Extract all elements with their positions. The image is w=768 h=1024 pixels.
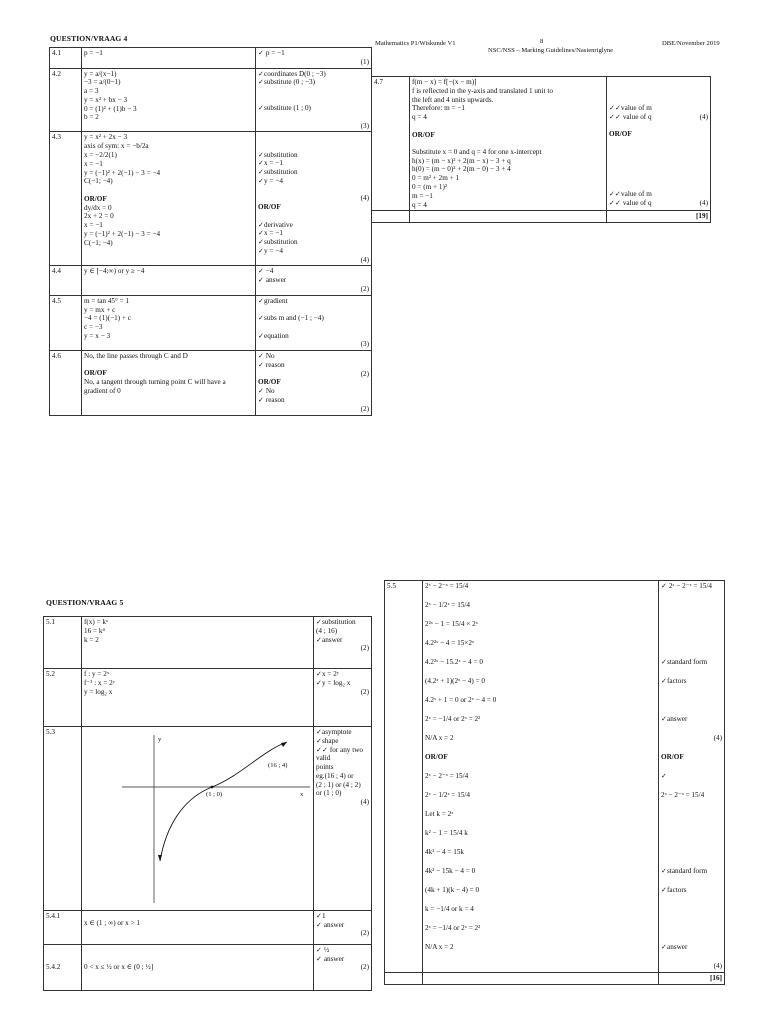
mark-item: ✓answer	[661, 715, 688, 723]
page-header-subtitle: NSC/NSS – Marking Guidelines/Nasienriglyne	[488, 47, 614, 54]
mark-total: (4)	[360, 255, 369, 264]
solution-line: N/A x = 2	[425, 943, 454, 951]
marks-cell	[256, 266, 372, 295]
mark-item	[258, 96, 369, 105]
log-curve	[160, 742, 287, 861]
mark-item: (2 ; 1) or (4 ; 2)	[316, 780, 361, 789]
mark-item	[258, 133, 369, 142]
q47-table	[371, 76, 711, 223]
mark-item	[258, 323, 369, 332]
mark-item: ✓ reason	[258, 396, 285, 404]
mark-item	[661, 639, 722, 658]
solution-line: OR/OF	[84, 369, 107, 378]
mark-item: ✓coordinates D(0 ; −3)	[258, 69, 326, 78]
table-row	[50, 266, 372, 295]
mark-item: ✓ −4	[258, 267, 274, 276]
mark-item: ✓substitution	[258, 238, 298, 247]
solution-line: h(x) = (m − x)² + 2(m − x) − 3 + q	[412, 156, 511, 165]
solution-line: x = −1	[84, 221, 103, 230]
question-total: [19]	[607, 211, 711, 223]
mark-item	[258, 113, 369, 122]
solution-line: f(x) = kˣ	[84, 618, 109, 626]
solution-line: h(0) = (m − 0)² + 2(m − 0) − 3 + 4	[412, 165, 511, 174]
question-number: 4.4	[50, 266, 82, 295]
solution-line: y = mx + c	[84, 305, 116, 314]
mark-total: (4)	[699, 199, 708, 208]
solution-line: q = 4	[412, 113, 427, 122]
solution-line: p = −1	[84, 49, 103, 57]
question-number: 5.3	[44, 727, 82, 911]
mark-item: (4)	[713, 734, 722, 742]
mark-item	[258, 186, 369, 195]
marks-cell	[256, 295, 372, 350]
solution-line: 4k² − 4 = 15k	[425, 848, 465, 856]
solution-line: 0 < x ≤ ½ or x ∈ (0 ; ½]	[84, 962, 154, 971]
solution-line: dy/dx = 0	[84, 203, 112, 212]
mark-item: OR/OF	[609, 129, 632, 138]
mark-item: ✓substitution	[258, 168, 298, 177]
solution-cell	[82, 944, 314, 990]
mark-item: ✓ No	[258, 387, 275, 396]
solution-line: c = −3	[84, 323, 103, 332]
mark-item: ✓y = −4	[258, 177, 283, 185]
solution-line: 4.2²ˣ − 4 = 15×2ˣ	[425, 639, 475, 647]
solution-line: f : y = 2ˣ	[84, 670, 109, 678]
mark-item: ✓✓ for any two	[316, 745, 363, 754]
table-row	[50, 295, 372, 350]
question-number: 4.6	[50, 351, 82, 415]
mark-item	[258, 306, 369, 315]
mark-item: ✓x = −1	[258, 229, 283, 238]
mark-item: ✓equation	[258, 331, 289, 340]
solution-line: 2ˣ − 1/2ˣ = 15/4	[425, 601, 471, 609]
mark-item	[661, 924, 722, 943]
point-label-16-4: (16 ; 4)	[268, 762, 288, 769]
mark-item: ✓answer	[661, 943, 688, 951]
solution-cell	[82, 669, 314, 727]
total-row	[385, 972, 725, 984]
graph-cell	[82, 727, 314, 911]
solution-line: OR/OF	[84, 194, 107, 203]
q5-title: QUESTION/VRAAG 5	[46, 598, 124, 607]
table-row	[50, 48, 372, 69]
solution-line: 4.2ˣ + 1 = 0 or 2ˣ − 4 = 0	[425, 696, 497, 704]
solution-line: x ∈ (1 ; ∞) or x > 1	[84, 918, 141, 927]
y-axis-label: y	[158, 736, 162, 743]
mark-item: ✓✓ value of q (4)	[609, 199, 708, 208]
mark-item	[258, 87, 369, 96]
solution-line: y = x² + bx − 3	[84, 95, 128, 104]
page-header-subject: Mathematics P1/Wiskunde V1	[375, 40, 456, 47]
solution-line: y = log₂ x	[84, 687, 113, 696]
question-number: 5.5	[385, 581, 423, 973]
mark-item: ✓standard form	[661, 867, 708, 875]
mark-total: (1)	[360, 57, 369, 66]
solution-line: OR/OF	[425, 753, 448, 761]
mark-item: ✓y = −4	[258, 246, 283, 255]
question-number: 5.4.1	[44, 910, 82, 944]
mark-item: ✓ ½	[316, 945, 330, 954]
mark-item: ✓x = −1	[258, 159, 283, 168]
solution-cell	[410, 77, 607, 211]
table-row	[44, 910, 372, 944]
question-number: 5.2	[44, 669, 82, 727]
solution-line: 4.2²ˣ − 15.2ˣ − 4 = 0	[425, 658, 484, 666]
mark-item: ✓shape	[316, 736, 339, 745]
marks-cell	[314, 910, 372, 944]
solution-line: q = 4	[412, 200, 427, 209]
solution-line: 4k² − 15k − 4 = 0	[425, 867, 476, 875]
question-number: 4.2	[50, 68, 82, 132]
mark-total: (2)	[360, 687, 369, 696]
marks-cell	[659, 581, 725, 973]
solution-line	[84, 361, 253, 370]
mark-total: (2)	[360, 285, 369, 293]
mark-item: 2ˣ − 2⁻ˣ = 15/4	[661, 791, 705, 799]
solution-line: Therefore: m = −1	[412, 104, 466, 113]
marks-cell	[256, 68, 372, 132]
solution-line: 2ˣ − 1/2ˣ = 15/4	[425, 791, 471, 799]
log-graph	[82, 727, 312, 907]
mark-item	[609, 147, 708, 156]
solution-line: the left and 4 units upwards.	[412, 95, 494, 104]
solution-line: C(−1; −4)	[84, 238, 113, 247]
solution-line: 2ˣ = −1/4 or 2ˣ = 2²	[425, 715, 481, 723]
mark-item: ✓ p = −1	[258, 49, 285, 57]
mark-item: ✓ 2ˣ − 2⁻ˣ = 15/4	[661, 582, 713, 590]
solution-line: C(−1; −4)	[84, 177, 113, 186]
mark-item	[661, 848, 722, 867]
solution-line: 0 = (m + 1)²	[412, 183, 448, 191]
solution-line: −4 = (1)(−1) + c	[84, 314, 131, 323]
question-total: [16]	[659, 972, 725, 984]
solution-line	[84, 186, 253, 195]
mark-item	[258, 142, 369, 151]
q5-table	[43, 616, 372, 991]
mark-item	[661, 696, 722, 715]
mark-item: ✓✓ value of q (4)	[609, 112, 708, 121]
solution-line: y ∈ [−4;∞) or y ≥ −4	[84, 267, 145, 276]
mark-item: ✓ No	[258, 352, 275, 361]
mark-total: (2)	[360, 404, 369, 413]
mark-item	[609, 165, 708, 174]
question-number: 5.4.2	[44, 944, 82, 990]
marks-cell	[607, 77, 711, 211]
solution-line: gradient of 0	[84, 387, 121, 396]
solution-line: f⁻¹ : x = 2ʸ	[84, 678, 115, 687]
solution-line: x = −2/2(1)	[84, 151, 117, 160]
solution-line: k² − 1 = 15/4 k	[425, 829, 468, 837]
marks-cell	[314, 727, 372, 911]
table-row	[50, 132, 372, 266]
mark-item: ✓y = log₂ x	[316, 678, 351, 687]
mark-item	[661, 810, 722, 829]
solution-cell	[82, 132, 256, 266]
marks-cell	[314, 944, 372, 990]
mark-item: ✓✓value of m	[609, 103, 652, 112]
marks-cell	[256, 351, 372, 415]
mark-item: ✓asymptote	[316, 728, 352, 736]
q4-title: QUESTION/VRAAG 4	[50, 34, 128, 43]
mark-item: OR/OF	[661, 753, 684, 761]
solution-line: N/A x = 2	[425, 734, 454, 742]
mark-item	[661, 829, 722, 848]
table-row	[44, 669, 372, 727]
x-axis-label: x	[300, 791, 304, 798]
table-row	[385, 581, 725, 973]
solution-line: m = tan 45° = 1	[84, 296, 130, 305]
solution-line: No, the line passes through C and D	[84, 352, 188, 361]
solution-line: Substitute x = 0 and q = 4 for one x-intercept	[412, 147, 542, 156]
solution-line: y = (−1)² + 2(−1) − 3 = −4	[84, 168, 161, 177]
mark-item: ✓substitute (1 ; 0)	[258, 104, 311, 113]
table-row	[44, 727, 372, 911]
solution-line: y = (−1)² + 2(−1) − 3 = −4	[84, 229, 161, 238]
solution-line: k = −1/4 or k = 4	[425, 905, 474, 913]
mark-total: (3)	[360, 340, 369, 349]
solution-line: 2²ˣ − 1 = 15/4 × 2ˣ	[425, 620, 478, 628]
marks-cell	[314, 669, 372, 727]
mark-item: eg.(16 ; 4) or	[316, 771, 354, 780]
solution-line: OR/OF	[412, 130, 435, 139]
solution-line	[412, 122, 604, 131]
mark-total: (4)	[360, 798, 369, 807]
solution-line: No, a tangent through turning point C will have a	[84, 378, 226, 387]
mark-item: OR/OF	[258, 378, 281, 387]
mark-item	[609, 78, 708, 87]
solution-line: 2ˣ − 2⁻ˣ = 15/4	[425, 582, 469, 590]
table-row	[50, 351, 372, 415]
solution-cell	[82, 266, 256, 295]
mark-item: valid	[316, 754, 331, 763]
mark-item	[609, 182, 708, 191]
solution-line: 2ˣ − 2⁻ˣ = 15/4	[425, 772, 469, 780]
mark-item: ✓factors	[661, 886, 687, 894]
mark-item	[609, 156, 708, 165]
mark-item: ✓ answer	[316, 920, 345, 929]
solution-cell	[82, 295, 256, 350]
mark-item	[609, 121, 708, 130]
solution-cell	[82, 910, 314, 944]
solution-line: y = x − 3	[84, 331, 111, 340]
mark-item: ✓	[661, 772, 668, 780]
solution-line: a = 3	[84, 87, 99, 96]
solution-line: 2ˣ = −1/4 or 2ˣ = 2²	[425, 924, 481, 932]
solution-line: (4k + 1)(k − 4) = 0	[425, 886, 480, 894]
curve-arrow-down	[158, 855, 162, 861]
point-marker	[211, 786, 214, 789]
solution-line: y = x² + 2x − 3	[84, 133, 128, 142]
mark-item: OR/OF	[258, 203, 281, 212]
mark-total: (4)	[699, 112, 708, 121]
solution-line: f(m − x) = f[−(x − m)]	[412, 78, 477, 86]
solution-cell	[82, 617, 314, 669]
solution-cell	[82, 351, 256, 415]
solution-line: 0 = m² + 2m + 1	[412, 174, 460, 183]
mark-item: ✓answer	[316, 635, 343, 644]
mark-item: ✓ answer	[316, 954, 345, 963]
table-row	[50, 68, 372, 132]
solution-line: f is reflected in the y-axis and translated 1 unit to	[412, 86, 553, 95]
mark-item	[609, 87, 708, 96]
marks-cell	[314, 617, 372, 669]
solution-line: 2x + 2 = 0	[84, 212, 114, 221]
q55-table	[384, 580, 725, 985]
solution-cell	[423, 581, 659, 973]
solution-line: y = a/(x−1)	[84, 69, 117, 78]
mark-item	[661, 601, 722, 620]
total-row	[372, 211, 711, 223]
mark-item: ✓standard form	[661, 658, 708, 666]
mark-item: points	[316, 763, 334, 772]
mark-item: (4 ; 16)	[316, 626, 338, 635]
question-number: 4.5	[50, 295, 82, 350]
mark-item	[609, 173, 708, 182]
mark-total: (4)	[713, 962, 722, 970]
mark-item: ✓ reason	[258, 360, 285, 369]
mark-item: ✓substitution	[258, 150, 298, 159]
solution-line: Let k = 2ˣ	[425, 810, 454, 818]
solution-line: 0 = (1)² + (1)b − 3	[84, 104, 137, 113]
mark-item	[258, 212, 369, 221]
solution-line: axis of sym: x = −b/2a	[84, 142, 149, 151]
question-number: 4.3	[50, 132, 82, 266]
mark-item: ✓ answer	[258, 276, 287, 285]
solution-line	[412, 139, 604, 148]
page-header-date: DBE/November 2019	[662, 40, 720, 47]
solution-line: k = 2	[84, 635, 99, 644]
mark-item	[609, 139, 708, 148]
mark-item: ✓subs m and (−1 ; −4)	[258, 314, 324, 323]
solution-cell	[82, 48, 256, 69]
mark-item: ✓gradient	[258, 296, 288, 305]
mark-item: ✓derivative	[258, 220, 293, 229]
mark-total: (4)	[360, 194, 369, 203]
q4-table	[49, 47, 372, 416]
mark-total: (2)	[360, 644, 369, 653]
solution-line: m = −1	[412, 191, 433, 200]
mark-total: (2)	[360, 963, 369, 972]
solution-line: −3 = a/(0−1)	[84, 78, 121, 87]
page-number: 8	[540, 38, 544, 45]
solution-line: x = −1	[84, 159, 103, 168]
solution-line: (4.2ˣ + 1)(2ˣ − 4) = 0	[425, 677, 486, 685]
mark-item: ✓substitute (0 ; −3)	[258, 78, 315, 87]
mark-item	[661, 905, 722, 924]
table-row	[44, 617, 372, 669]
mark-total: (3)	[360, 121, 369, 130]
marks-cell	[256, 132, 372, 266]
solution-line: b = 2	[84, 113, 99, 122]
marks-cell	[256, 48, 372, 69]
mark-item: or (1 ; 0)	[316, 789, 342, 798]
curve-arrow-right	[281, 742, 287, 747]
solution-line: 16 = k⁴	[84, 626, 105, 635]
mark-item: ✓1	[316, 911, 326, 920]
question-number: 4.1	[50, 48, 82, 69]
mark-item: ✓x = 2ʸ	[316, 670, 339, 678]
mark-item	[609, 95, 708, 104]
point-label-1-0: (1 ; 0)	[206, 791, 223, 798]
mark-item	[661, 620, 722, 639]
question-number: 4.7	[372, 77, 410, 211]
question-number: 5.1	[44, 617, 82, 669]
table-row	[372, 77, 711, 211]
mark-total: (2)	[360, 929, 369, 938]
mark-total: (2)	[360, 369, 369, 378]
mark-item: ✓substitution	[316, 618, 356, 626]
solution-cell	[82, 68, 256, 132]
table-row	[44, 944, 372, 990]
mark-item: ✓factors	[661, 677, 687, 685]
mark-item: ✓✓value of m	[609, 190, 652, 199]
